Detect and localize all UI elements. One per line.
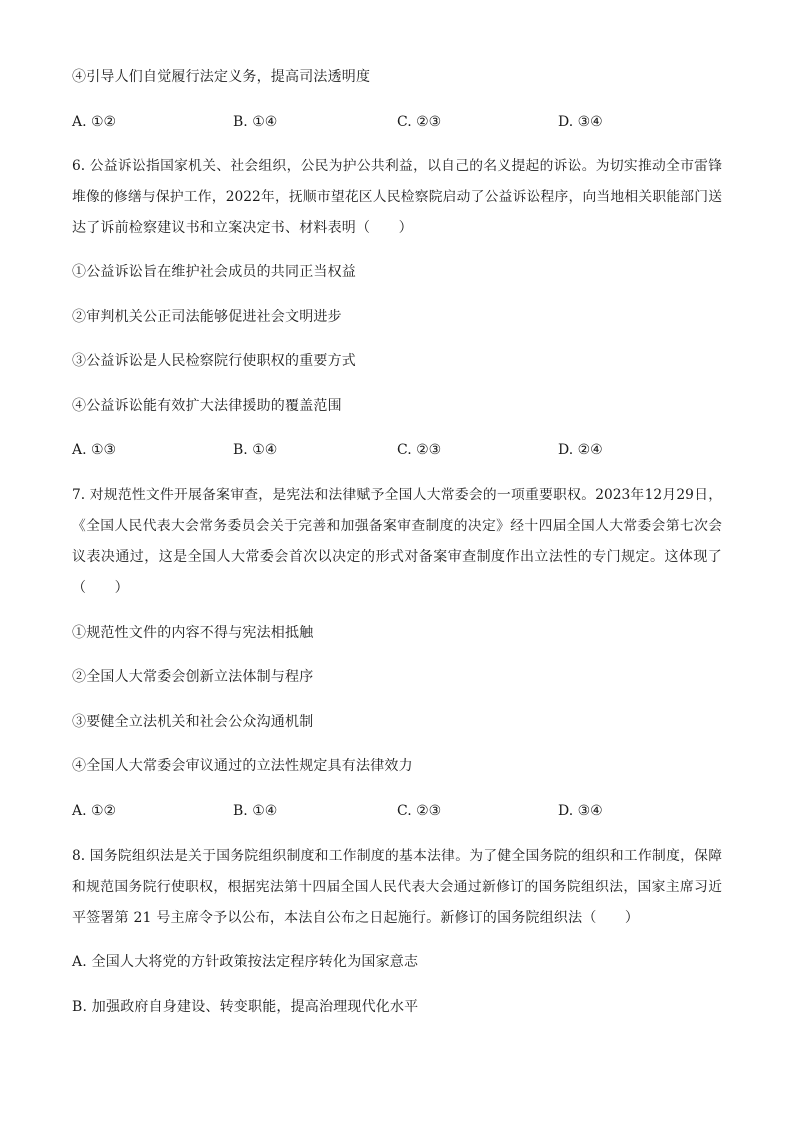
q7-statement-4: ④全国人大常委会审议通过的立法性规定具有法律效力 [72, 758, 413, 774]
q7-option-d: D. ③④ [558, 803, 603, 819]
q7-statement-1: ①规范性文件的内容不得与宪法相抵触 [72, 625, 314, 641]
q6-statement-4: ④公益诉讼能有效扩大法律援助的覆盖范围 [72, 398, 342, 414]
q7-option-b: B. ①④ [233, 803, 278, 819]
q7-stem-line-4: （ ） [72, 580, 129, 596]
q5-option-d: D. ③④ [558, 114, 603, 130]
q7-statement-3: ③要健全立法机关和社会公众沟通机制 [72, 714, 314, 730]
q7-option-c: C. ②③ [397, 803, 442, 819]
q7-options [72, 801, 722, 821]
q7-option-a: A. ①② [72, 803, 117, 819]
q6-stem-line-3: 达了诉前检察建议书和立案决定书、材料表明（ ） [72, 220, 413, 236]
q5-statement-4: ④引导人们自觉履行法定义务，提高司法透明度 [72, 69, 371, 85]
q8-stem-line-3: 平签署第 21 号主席令予以公布，本法自公布之日起施行。新修订的国务院组织法（ ） [72, 910, 640, 926]
q6-option-d: D. ②④ [558, 442, 603, 458]
q7-stem-line-3: 议表决通过，这是全国人大常委会首次以决定的形式对备案审查制度作出立法性的专门规定。这体现了 [72, 549, 722, 565]
q8-stem-line-1: 8. 国务院组织法是关于国务院组织制度和工作制度的基本法律。为了健全国务院的组织和工作制度，保障 [72, 848, 722, 864]
q8-option-b: B. 加强政府自身建设、转变职能，提高治理现代化水平 [72, 999, 419, 1015]
q6-statement-1: ①公益诉讼旨在维护社会成员的共同正当权益 [72, 264, 356, 280]
q7-stem-line-1: 7. 对规范性文件开展备案审查，是宪法和法律赋予全国人大常委会的一项重要职权。2023年12月29日， [72, 487, 722, 503]
q6-option-a: A. ①③ [72, 442, 117, 458]
q7-stem-line-2: 《全国人民代表大会常务委员会关于完善和加强备案审查制度的决定》经十四届全国人大常委会第七次会 [72, 518, 722, 534]
q7-statement-2: ②全国人大常委会创新立法体制与程序 [72, 669, 314, 685]
q6-stem-line-2: 堆像的修缮与保护工作，2022年，抚顺市望花区人民检察院启动了公益诉讼程序，向当地相关职能部门送 [72, 189, 722, 205]
q5-options [72, 112, 722, 132]
q6-statement-3: ③公益诉讼是人民检察院行使职权的重要方式 [72, 353, 356, 369]
q6-option-c: C. ②③ [397, 442, 442, 458]
q8-option-a: A. 全国人大将党的方针政策按法定程序转化为国家意志 [72, 954, 419, 970]
q5-option-b: B. ①④ [233, 114, 278, 130]
q6-statement-2: ②审判机关公正司法能够促进社会文明进步 [72, 309, 342, 325]
q5-option-c: C. ②③ [397, 114, 442, 130]
q5-option-a: A. ①② [72, 114, 117, 130]
q6-options [72, 440, 722, 460]
q8-stem-line-2: 和规范国务院行使职权，根据宪法第十四届全国人民代表大会通过新修订的国务院组织法，国家主席习近 [72, 879, 722, 895]
q6-option-b: B. ①④ [233, 442, 278, 458]
q6-stem-line-1: 6. 公益诉讼指国家机关、社会组织，公民为护公共利益，以自己的名义提起的诉讼。为切实推动全市雷锋 [72, 158, 722, 174]
